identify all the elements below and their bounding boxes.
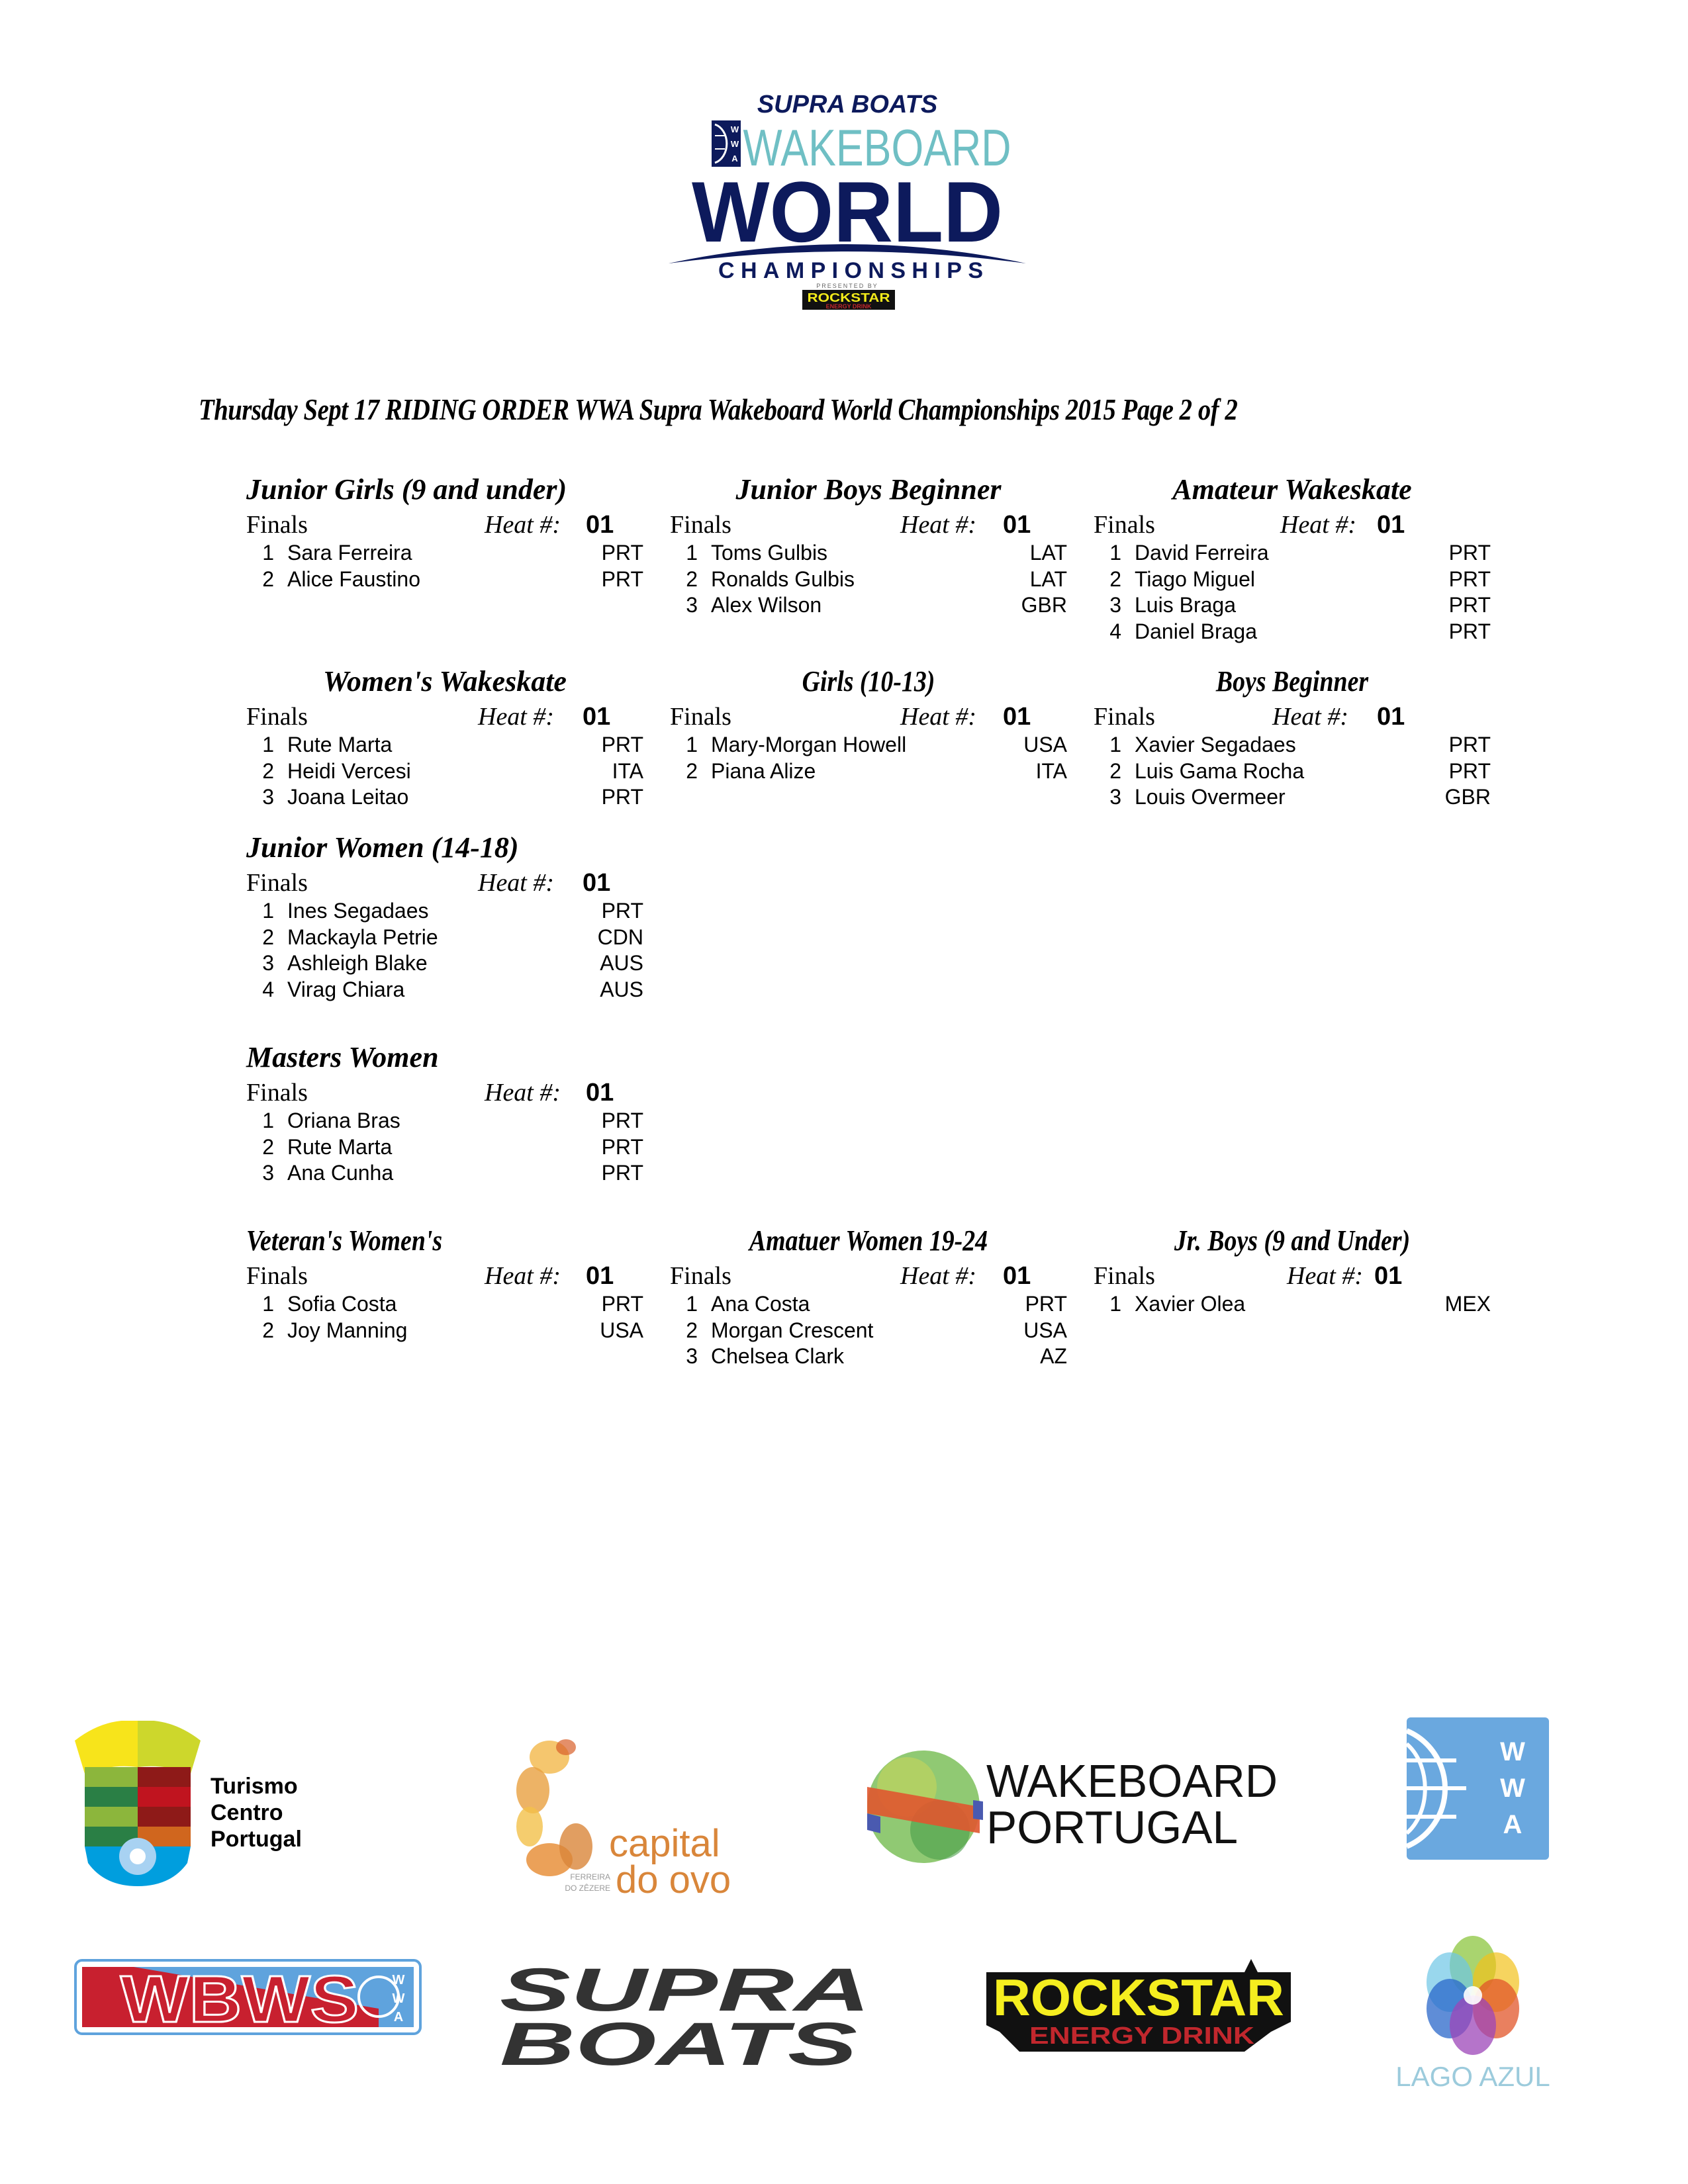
heat-number: 01 [1003,703,1031,731]
rider-name: Ana Costa [711,1292,810,1316]
rider-row [670,758,1067,785]
rider-country: PRT [1448,758,1491,783]
rider-position: 1 [1109,733,1121,756]
category-title: Girls (10-13) [802,665,935,698]
finals-label: Finals [246,869,308,897]
heat-number: 01 [586,1079,614,1107]
rider-position: 2 [262,1134,274,1159]
rider-row [246,1291,643,1318]
finals-label: Finals [246,703,308,731]
rider-country: MEX [1444,1292,1491,1316]
rider-name: Luis Gama Rocha [1135,758,1305,783]
finals-label: Finals [670,511,731,539]
rider-name: Ines Segadaes [287,899,429,923]
rider-name: Alex Wilson [711,593,822,617]
rider-country: PRT [1448,541,1491,565]
category-block [246,663,643,811]
rider-position: 3 [686,593,698,617]
rider-position: 2 [1109,567,1121,591]
category-title: Masters Women [246,1041,439,1073]
heat-number: 01 [583,869,611,897]
svg-text:do ovo: do ovo [616,1858,731,1896]
rider-country: PRT [601,1109,643,1132]
rider-position: 1 [262,899,274,923]
rider-country: PRT [601,1134,643,1159]
rider-name: Mackayla Petrie [287,925,438,949]
svg-text:Turismo: Turismo [211,1774,298,1799]
wakeboard-portugal-logo [867,1741,1291,1873]
heat-label: Heat #: [1280,511,1357,539]
rider-list [246,898,643,1003]
event-logo [649,86,1046,311]
category-header-row [246,511,643,539]
turismo-centro-portugal-logo [71,1721,323,1886]
rider-country: CDN [597,925,643,949]
heat-number: 01 [586,1262,614,1290]
category-block [670,663,1067,784]
rider-position: 2 [686,758,698,783]
category-title: Junior Girls (9 and under) [246,473,567,506]
rider-list [670,1291,1067,1370]
rider-row [1094,567,1491,593]
rider-row [246,567,643,593]
category-title: Jr. Boys (9 and Under) [1174,1224,1411,1257]
heat-label: Heat #: [485,1262,561,1290]
rider-name: Luis Braga [1135,593,1236,617]
category-block [670,471,1067,619]
rider-position: 1 [686,733,698,756]
heat-label: Heat #: [900,1262,977,1290]
rider-country: USA [1023,1318,1067,1342]
rider-name: Toms Gulbis [711,541,828,565]
category-block [246,1039,643,1187]
rider-name: David Ferreira [1135,541,1269,565]
category-header-row [1094,703,1491,731]
rider-row [1094,732,1491,758]
rider-country: PRT [1448,593,1491,617]
rider-country: USA [1023,733,1067,756]
rider-position: 1 [262,1292,274,1316]
logo-championships-text: CHAMPIONSHIPS [718,258,983,283]
svg-text:Centro: Centro [211,1800,283,1825]
rider-row [1094,619,1491,645]
heat-label: Heat #: [485,1079,561,1107]
rider-name: Rute Marta [287,733,393,756]
rider-country: ITA [1035,758,1067,783]
heat-label: Heat #: [900,511,977,539]
svg-text:ROCKSTAR: ROCKSTAR [993,1968,1284,2026]
rider-position: 1 [262,541,274,565]
rider-row [670,1291,1067,1318]
rider-list [670,540,1067,619]
logo-supra-boats-text: SUPRA BOATS [757,91,938,118]
rider-row [246,784,643,811]
rider-name: Ashleigh Blake [287,951,428,975]
rider-position: 3 [262,785,274,809]
category-header-row [246,869,643,897]
rider-position: 2 [262,758,274,783]
rider-name: Daniel Braga [1135,619,1257,643]
category-header-row [246,1079,643,1107]
supra-boats-logo [493,1959,877,2068]
capital-do-ovo-logo [510,1731,735,1896]
rider-row [670,567,1067,593]
category-title: Women's Wakeskate [323,665,567,698]
category-block [246,829,643,1003]
heat-label: Heat #: [1287,1262,1364,1290]
svg-text:W: W [392,1973,405,1987]
rider-country: PRT [601,567,643,591]
rider-country: PRT [1448,619,1491,643]
logo-world-text: WORLD [692,163,1003,260]
svg-text:SUPRA: SUPRA [500,1959,870,2024]
category-header-row [246,703,643,731]
rider-position: 1 [262,1109,274,1132]
heat-label: Heat #: [478,869,555,897]
category-block [246,1222,643,1343]
rider-name: Chelsea Clark [711,1344,844,1368]
svg-text:W: W [730,139,739,149]
heat-number: 01 [1377,703,1405,731]
rider-name: Piana Alize [711,758,816,783]
finals-label: Finals [1094,1262,1155,1290]
finals-label: Finals [670,703,731,731]
rider-country: PRT [1025,1292,1067,1316]
rider-row [246,898,643,925]
rider-position: 1 [262,733,274,756]
rider-row [246,1108,643,1134]
rider-position: 3 [262,1161,274,1185]
rider-position: 2 [262,567,274,591]
rider-name: Heidi Vercesi [287,758,411,783]
rider-position: 2 [686,1318,698,1342]
rider-country: AUS [600,951,643,975]
rider-row [670,1318,1067,1344]
rider-position: 1 [1109,1292,1121,1316]
logo-wakeboard-text: WAKEBOARD [743,118,1011,177]
category-header-row [1094,511,1491,539]
wwa-logo [1407,1717,1549,1860]
wakeboard-world-championships-logo [649,86,1046,311]
svg-text:W: W [1500,1774,1525,1803]
rider-name: Sofia Costa [287,1292,397,1316]
rider-country: USA [600,1318,643,1342]
category-block [670,1222,1067,1370]
rider-row [1094,1291,1491,1318]
svg-text:ROCKSTAR: ROCKSTAR [807,291,890,304]
rider-position: 2 [1109,758,1121,783]
heat-number: 01 [1003,1262,1031,1290]
rider-name: Ronalds Gulbis [711,567,855,591]
rider-row [246,1134,643,1161]
svg-text:Portugal: Portugal [211,1827,302,1852]
rider-country: AUS [600,977,643,1001]
heat-number: 01 [1377,511,1405,539]
rider-country: PRT [1448,567,1491,591]
finals-label: Finals [246,1262,308,1290]
svg-text:A: A [393,2010,404,2025]
rider-row [1094,784,1491,811]
document-title: Thursday Sept 17 RIDING ORDER WWA Supra Wakeboard World Championships 2015 Page 2 of 2 [199,393,1238,426]
rider-name: Joy Manning [287,1318,408,1342]
rockstar-energy-drink-logo [980,1959,1304,2052]
rider-country: ITA [612,758,643,783]
rider-row [246,977,643,1003]
rider-name: Xavier Segadaes [1135,733,1296,756]
rider-list [1094,540,1491,645]
logo-presented-by: PRESENTED BY [816,283,878,289]
heat-number: 01 [1003,511,1031,539]
rider-name: Sara Ferreira [287,541,412,565]
heat-number: 01 [1374,1262,1403,1290]
rider-row [670,1343,1067,1370]
svg-text:DO ZÊZERE: DO ZÊZERE [565,1884,610,1893]
rider-position: 3 [686,1344,698,1368]
heat-label: Heat #: [478,703,555,731]
rider-list [246,1108,643,1187]
rider-row [246,1318,643,1344]
category-title: Junior Women (14-18) [246,831,519,864]
finals-label: Finals [1094,703,1155,731]
rider-list [670,732,1067,784]
rider-row [670,732,1067,758]
svg-text:FERREIRA: FERREIRA [570,1872,610,1882]
rider-row [246,540,643,567]
rider-row [246,1160,643,1187]
category-title: Veteran's Women's [246,1224,443,1257]
rider-row [1094,540,1491,567]
rider-country: LAT [1029,567,1067,591]
rider-position: 2 [262,1318,274,1342]
svg-text:W: W [392,1991,405,2006]
rider-row [246,950,643,977]
rider-country: PRT [601,733,643,756]
svg-text:capital: capital [609,1822,720,1865]
heat-label: Heat #: [485,511,561,539]
rider-country: PRT [1448,733,1491,756]
rider-name: Virag Chiara [287,977,405,1001]
svg-text:WAKEBOARD: WAKEBOARD [986,1755,1278,1807]
finals-label: Finals [246,511,308,539]
category-title: Boys Beginner [1215,665,1369,698]
rider-list [246,1291,643,1343]
rider-position: 1 [1109,541,1121,565]
rider-name: Joana Leitao [287,785,409,809]
svg-text:W: W [730,124,739,134]
rider-position: 3 [1109,593,1121,617]
rider-row [246,732,643,758]
category-header-row [670,511,1067,539]
rider-list [246,540,643,592]
rider-country: PRT [601,899,643,923]
category-block [1094,1222,1491,1318]
wbws-logo [74,1959,422,2035]
heat-number: 01 [583,703,611,731]
lago-azul-text: LAGO AZUL [1395,2061,1550,2091]
category-title: Junior Boys Beginner [735,473,1002,506]
rider-country: PRT [601,1161,643,1185]
category-block [1094,663,1491,811]
category-title: Amateur Wakeskate [1172,473,1412,506]
rider-country: GBR [1444,785,1491,809]
rider-name: Oriana Bras [287,1109,400,1132]
rider-list [1094,732,1491,811]
category-header-row [670,703,1067,731]
rider-position: 1 [686,541,698,565]
finals-label: Finals [246,1079,308,1107]
category-block [1094,471,1491,645]
rider-list [1094,1291,1491,1318]
svg-text:W: W [1500,1737,1525,1766]
rider-row [1094,758,1491,785]
finals-label: Finals [670,1262,731,1290]
rider-country: GBR [1021,593,1067,617]
rider-country: LAT [1029,541,1067,565]
rider-row [246,925,643,951]
rider-position: 4 [1109,619,1121,643]
rider-country: PRT [601,1292,643,1316]
svg-text:BOATS: BOATS [500,2011,857,2068]
category-block [246,471,643,592]
svg-text:ENERGY DRINK: ENERGY DRINK [1029,2022,1254,2049]
category-title: Amatuer Women 19-24 [749,1224,988,1257]
rider-position: 3 [1109,785,1121,809]
finals-label: Finals [1094,511,1155,539]
heat-label: Heat #: [1272,703,1349,731]
category-header-row [1094,1262,1491,1290]
heat-label: Heat #: [900,703,977,731]
rider-list [246,732,643,811]
rider-country: PRT [601,541,643,565]
rider-name: Alice Faustino [287,567,420,591]
lago-azul-logo [1380,1933,1566,2091]
rider-row [670,592,1067,619]
rider-position: 2 [262,925,274,949]
rider-name: Xavier Olea [1135,1292,1246,1316]
rider-position: 2 [686,567,698,591]
category-header-row [670,1262,1067,1290]
rider-name: Louis Overmeer [1135,785,1286,809]
rider-country: AZ [1040,1344,1067,1368]
rider-country: PRT [601,785,643,809]
svg-text:PORTUGAL: PORTUGAL [986,1801,1238,1853]
heat-number: 01 [586,511,614,539]
rider-row [1094,592,1491,619]
rider-name: Morgan Crescent [711,1318,874,1342]
rider-name: Tiago Miguel [1135,567,1256,591]
rider-row [246,758,643,785]
category-header-row [246,1262,643,1290]
rider-position: 1 [686,1292,698,1316]
svg-text:A: A [731,154,738,163]
rider-row [670,540,1067,567]
svg-text:WBWS: WBWS [120,1962,359,2035]
svg-text:ENERGY DRINK: ENERGY DRINK [825,303,872,310]
rider-position: 3 [262,951,274,975]
rider-position: 4 [262,977,274,1001]
rider-name: Ana Cunha [287,1161,394,1185]
svg-text:A: A [1503,1810,1523,1839]
rider-name: Rute Marta [287,1134,393,1159]
rider-name: Mary-Morgan Howell [711,733,907,756]
